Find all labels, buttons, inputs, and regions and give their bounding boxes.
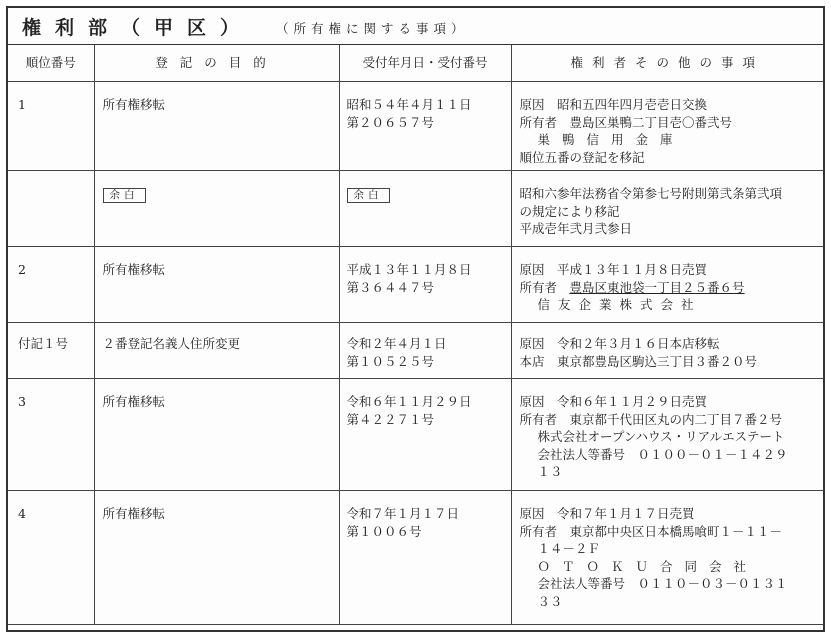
rank-number: 付記１号: [18, 336, 69, 351]
registration-purpose: 所有権移転: [102, 262, 166, 277]
owner-name: 巣鴨信用金庫: [537, 132, 685, 147]
note-line: 平成壱年弐月弐参日: [519, 221, 633, 236]
headquarters-line: 本店 東京都豊島区駒込三丁目３番２０号: [519, 353, 758, 369]
owner-name: ＯＴＯＫＵ合同会社: [537, 558, 759, 574]
corporate-number-continued: １３: [537, 464, 563, 479]
blank-stamp: 余白: [347, 188, 390, 203]
note-line: の規定により移記: [519, 203, 620, 219]
cause-line: 原因 令和６年１１月２９日売買: [519, 394, 708, 409]
holder-details: [512, 379, 824, 485]
rank-number: 3: [18, 394, 26, 409]
table-header-row: [8, 45, 823, 82]
owner-line: [520, 279, 818, 297]
cause-line: 原因 昭和五四年四月壱壱日交換: [519, 97, 708, 112]
table-row: [8, 82, 823, 171]
rank-number: [8, 171, 94, 189]
table-row: [8, 491, 823, 625]
ownership-table: [8, 45, 823, 625]
registration-purpose: 所有権移転: [102, 506, 166, 521]
corporate-number-line: 会社法人等番号 ０１００－０１－１４２９: [537, 446, 788, 462]
section-header: [8, 8, 823, 45]
holder-details: [512, 323, 824, 374]
rank-number: 1: [18, 97, 26, 112]
registration-purpose: ２番登記名義人住所変更: [102, 336, 241, 351]
registration-purpose: 所有権移転: [102, 394, 166, 409]
rank-number: 4: [18, 506, 26, 521]
owner-name: 株式会社オープンハウス・リアルエステート: [537, 429, 785, 444]
reception-number-line: 第１０５２５号: [346, 353, 435, 369]
cause-line: 原因 令和２年３月１６日本店移転: [519, 336, 720, 351]
table-row: [8, 379, 823, 491]
owner-label: 所有者: [519, 279, 558, 295]
reception-date-line: 令和７年１月１７日: [346, 506, 460, 521]
note-line: 順位五番の登記を移記: [519, 149, 645, 165]
owner-line: 所有者 東京都中央区日本橋馬喰町１－１１－: [519, 523, 783, 539]
owner-line: 所有者 東京都千代田区丸の内二丁目７番２号: [519, 411, 783, 427]
cause-line: 原因 平成１３年１１月８日売買: [519, 262, 708, 277]
owner-address-continued: １４－２Ｆ: [537, 541, 601, 556]
reception-number-line: 第３６４４７号: [346, 279, 435, 295]
column-header-date: 受付年月日・受付番号: [339, 45, 511, 82]
corporate-number-line: 会社法人等番号 ０１１０－０３－０１３１: [537, 576, 788, 591]
reception-number-line: 第１００６号: [346, 523, 422, 539]
column-header-rank: 順位番号: [8, 45, 94, 82]
rank-number: 2: [18, 262, 26, 277]
reception-date-line: 昭和５４年４月１１日: [346, 97, 472, 112]
reception-date: [340, 323, 511, 374]
owner-line: 所有者 豊島区巣鴨二丁目壱〇番弐号: [519, 114, 733, 130]
holder-details: [512, 247, 824, 318]
reception-date: [340, 491, 511, 544]
note-line: 昭和六参年法務省令第参七号附則第弐条第弐項: [519, 186, 783, 201]
section-subtitle: （所有権に関する事項）: [276, 21, 469, 36]
table-row: [8, 171, 823, 247]
holder-details: [512, 171, 824, 242]
reception-date-line: 令和６年１１月２９日: [346, 394, 472, 409]
reception-date: [340, 82, 511, 135]
owner-address: 豊島区東池袋一丁目２５番６号: [569, 279, 745, 295]
holder-details: [512, 491, 824, 614]
owner-name: 信友企業株式会社: [537, 297, 702, 312]
table-row: [8, 323, 823, 379]
column-header-holder: 権利者その他の事項: [511, 45, 823, 82]
registry-page: [6, 6, 825, 632]
section-title: 権利部（甲区）: [22, 17, 254, 39]
holder-details: [512, 82, 824, 170]
reception-number-line: 第２０６５７号: [346, 114, 435, 130]
registration-purpose: 所有権移転: [102, 97, 166, 112]
cause-line: 原因 令和７年１月１７日売買: [519, 506, 695, 521]
reception-number-line: 第４２２７１号: [346, 411, 435, 427]
reception-date: [340, 247, 511, 300]
column-header-purpose: 登記の目的: [94, 45, 339, 82]
blank-stamp: 余白: [103, 188, 146, 203]
corporate-number-continued: ３３: [537, 593, 563, 609]
table-row: [8, 247, 823, 323]
reception-date-line: 平成１３年１１月８日: [346, 262, 472, 277]
reception-date: [340, 379, 511, 432]
reception-date-line: 令和２年４月１日: [346, 336, 447, 351]
